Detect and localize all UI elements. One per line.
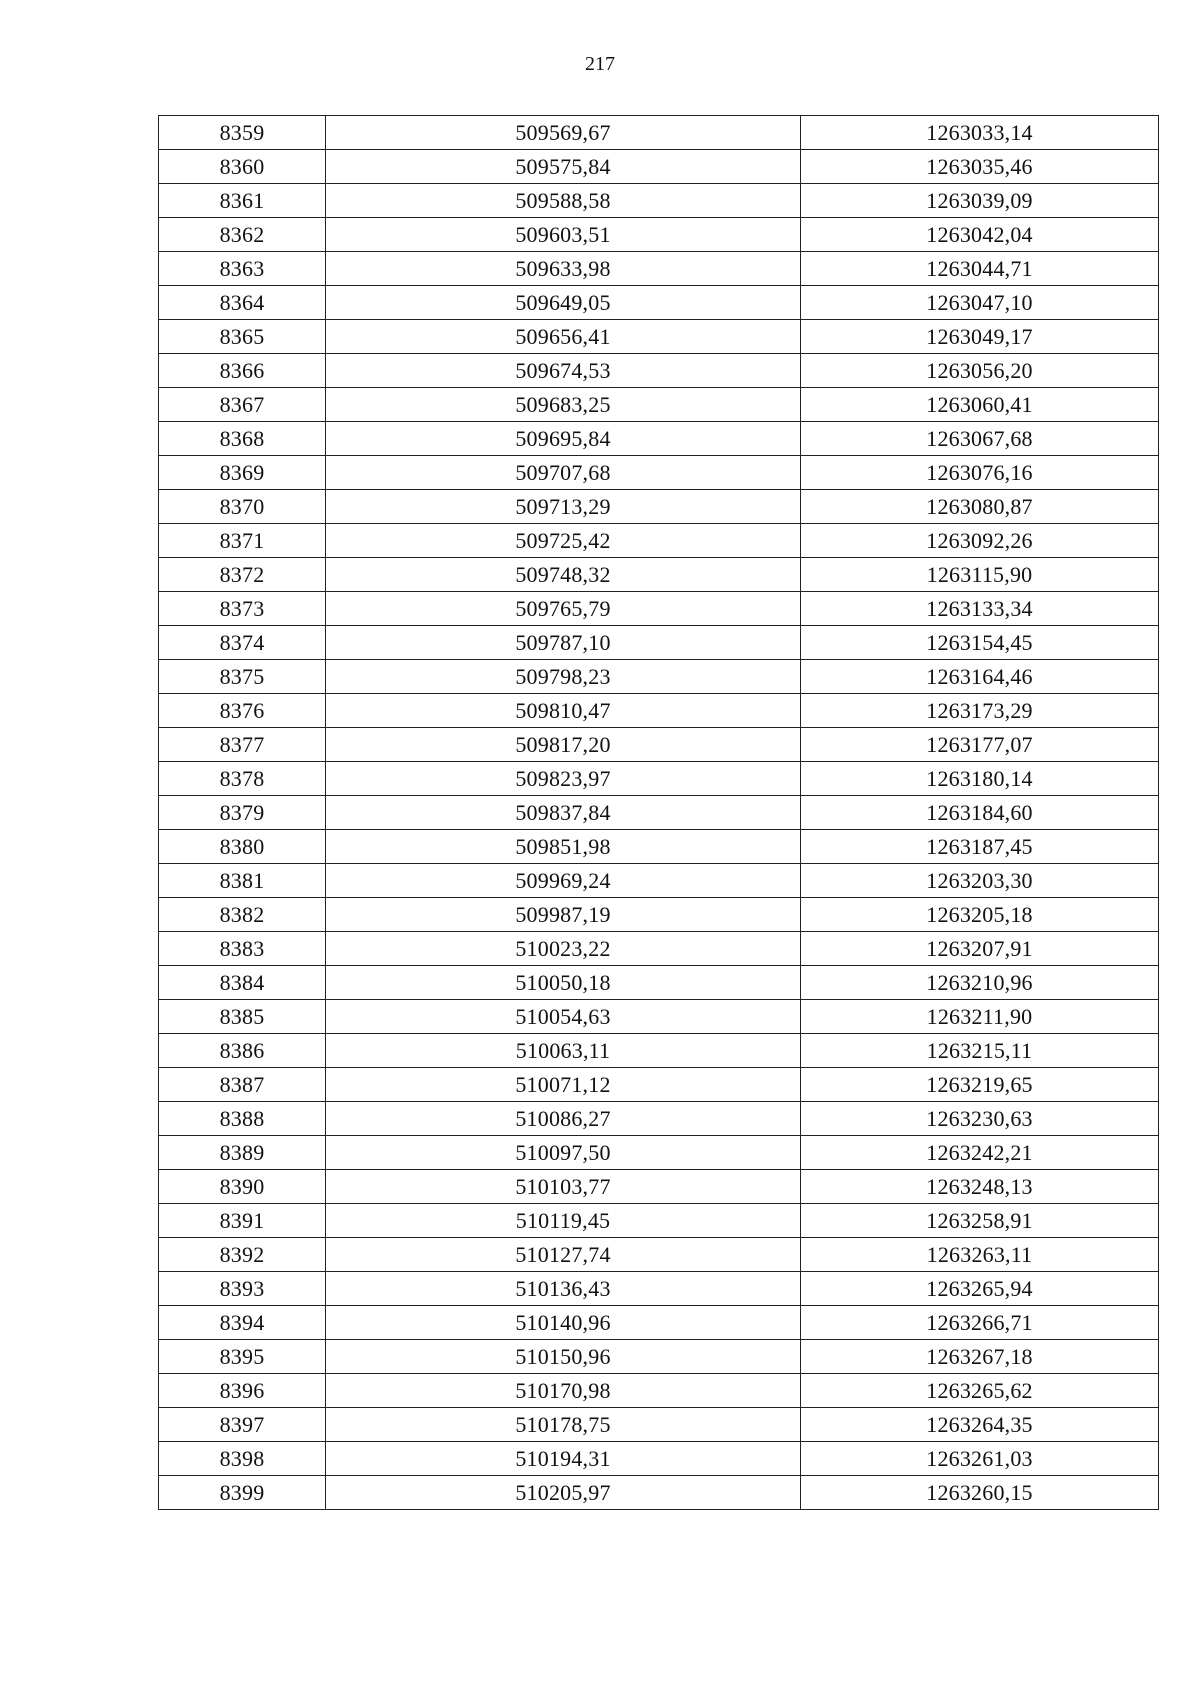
x-coordinate-cell: 509674,53 [326,354,801,388]
y-coordinate-cell: 1263049,17 [801,320,1159,354]
x-coordinate-cell: 509787,10 [326,626,801,660]
table-row [159,422,1159,456]
y-coordinate-cell: 1263215,11 [801,1034,1159,1068]
y-coordinate-cell: 1263258,91 [801,1204,1159,1238]
y-coordinate-cell: 1263210,96 [801,966,1159,1000]
y-coordinate-cell: 1263187,45 [801,830,1159,864]
y-coordinate-cell: 1263076,16 [801,456,1159,490]
point-number-cell: 8375 [159,660,326,694]
point-number-cell: 8382 [159,898,326,932]
y-coordinate-cell: 1263265,94 [801,1272,1159,1306]
x-coordinate-cell: 509683,25 [326,388,801,422]
y-coordinate-cell: 1263205,18 [801,898,1159,932]
y-coordinate-cell: 1263264,35 [801,1408,1159,1442]
table-row [159,694,1159,728]
point-number-cell: 8397 [159,1408,326,1442]
y-coordinate-cell: 1263092,26 [801,524,1159,558]
x-coordinate-cell: 510170,98 [326,1374,801,1408]
table-row [159,524,1159,558]
table-row [159,728,1159,762]
point-number-cell: 8370 [159,490,326,524]
table-row [159,762,1159,796]
table-row [159,966,1159,1000]
y-coordinate-cell: 1263115,90 [801,558,1159,592]
y-coordinate-cell: 1263067,68 [801,422,1159,456]
point-number-cell: 8376 [159,694,326,728]
coordinates-table [158,115,1159,1510]
point-number-cell: 8395 [159,1340,326,1374]
point-number-cell: 8363 [159,252,326,286]
point-number-cell: 8398 [159,1442,326,1476]
y-coordinate-cell: 1263035,46 [801,150,1159,184]
y-coordinate-cell: 1263154,45 [801,626,1159,660]
y-coordinate-cell: 1263173,29 [801,694,1159,728]
y-coordinate-cell: 1263164,46 [801,660,1159,694]
x-coordinate-cell: 510054,63 [326,1000,801,1034]
y-coordinate-cell: 1263180,14 [801,762,1159,796]
point-number-cell: 8391 [159,1204,326,1238]
x-coordinate-cell: 510194,31 [326,1442,801,1476]
x-coordinate-cell: 510050,18 [326,966,801,1000]
table-row [159,1068,1159,1102]
point-number-cell: 8368 [159,422,326,456]
y-coordinate-cell: 1263211,90 [801,1000,1159,1034]
y-coordinate-cell: 1263263,11 [801,1238,1159,1272]
table-row [159,626,1159,660]
x-coordinate-cell: 509649,05 [326,286,801,320]
point-number-cell: 8379 [159,796,326,830]
x-coordinate-cell: 510097,50 [326,1136,801,1170]
y-coordinate-cell: 1263265,62 [801,1374,1159,1408]
table-row [159,252,1159,286]
y-coordinate-cell: 1263033,14 [801,116,1159,150]
table-row [159,898,1159,932]
table-row [159,320,1159,354]
y-coordinate-cell: 1263080,87 [801,490,1159,524]
point-number-cell: 8378 [159,762,326,796]
coordinates-table-body [159,116,1159,1510]
x-coordinate-cell: 509633,98 [326,252,801,286]
point-number-cell: 8371 [159,524,326,558]
x-coordinate-cell: 510071,12 [326,1068,801,1102]
x-coordinate-cell: 510103,77 [326,1170,801,1204]
point-number-cell: 8372 [159,558,326,592]
y-coordinate-cell: 1263060,41 [801,388,1159,422]
point-number-cell: 8396 [159,1374,326,1408]
point-number-cell: 8385 [159,1000,326,1034]
x-coordinate-cell: 509765,79 [326,592,801,626]
point-number-cell: 8389 [159,1136,326,1170]
point-number-cell: 8369 [159,456,326,490]
table-row [159,1442,1159,1476]
table-row [159,932,1159,966]
point-number-cell: 8366 [159,354,326,388]
y-coordinate-cell: 1263207,91 [801,932,1159,966]
point-number-cell: 8374 [159,626,326,660]
point-number-cell: 8367 [159,388,326,422]
table-row [159,490,1159,524]
table-row [159,218,1159,252]
table-row [159,592,1159,626]
table-row [159,116,1159,150]
x-coordinate-cell: 509656,41 [326,320,801,354]
x-coordinate-cell: 510119,45 [326,1204,801,1238]
y-coordinate-cell: 1263266,71 [801,1306,1159,1340]
point-number-cell: 8364 [159,286,326,320]
x-coordinate-cell: 509707,68 [326,456,801,490]
point-number-cell: 8394 [159,1306,326,1340]
y-coordinate-cell: 1263260,15 [801,1476,1159,1510]
table-row [159,864,1159,898]
x-coordinate-cell: 510063,11 [326,1034,801,1068]
point-number-cell: 8393 [159,1272,326,1306]
x-coordinate-cell: 509575,84 [326,150,801,184]
table-row [159,184,1159,218]
point-number-cell: 8362 [159,218,326,252]
table-row [159,796,1159,830]
point-number-cell: 8384 [159,966,326,1000]
x-coordinate-cell: 509851,98 [326,830,801,864]
point-number-cell: 8365 [159,320,326,354]
table-row [159,456,1159,490]
table-row [159,354,1159,388]
point-number-cell: 8361 [159,184,326,218]
table-row [159,558,1159,592]
y-coordinate-cell: 1263044,71 [801,252,1159,286]
table-row [159,1272,1159,1306]
table-row [159,1034,1159,1068]
y-coordinate-cell: 1263042,04 [801,218,1159,252]
x-coordinate-cell: 509713,29 [326,490,801,524]
table-row [159,1000,1159,1034]
point-number-cell: 8383 [159,932,326,966]
y-coordinate-cell: 1263219,65 [801,1068,1159,1102]
table-row [159,1408,1159,1442]
point-number-cell: 8373 [159,592,326,626]
x-coordinate-cell: 509810,47 [326,694,801,728]
y-coordinate-cell: 1263184,60 [801,796,1159,830]
x-coordinate-cell: 509603,51 [326,218,801,252]
y-coordinate-cell: 1263039,09 [801,184,1159,218]
y-coordinate-cell: 1263047,10 [801,286,1159,320]
y-coordinate-cell: 1263133,34 [801,592,1159,626]
x-coordinate-cell: 510178,75 [326,1408,801,1442]
page-number: 217 [585,53,615,75]
point-number-cell: 8381 [159,864,326,898]
point-number-cell: 8377 [159,728,326,762]
table-row [159,1136,1159,1170]
y-coordinate-cell: 1263267,18 [801,1340,1159,1374]
x-coordinate-cell: 509748,32 [326,558,801,592]
point-number-cell: 8388 [159,1102,326,1136]
x-coordinate-cell: 509798,23 [326,660,801,694]
table-row [159,1102,1159,1136]
point-number-cell: 8399 [159,1476,326,1510]
table-row [159,1170,1159,1204]
y-coordinate-cell: 1263177,07 [801,728,1159,762]
x-coordinate-cell: 509588,58 [326,184,801,218]
y-coordinate-cell: 1263230,63 [801,1102,1159,1136]
table-row [159,1374,1159,1408]
x-coordinate-cell: 509823,97 [326,762,801,796]
point-number-cell: 8392 [159,1238,326,1272]
y-coordinate-cell: 1263203,30 [801,864,1159,898]
point-number-cell: 8359 [159,116,326,150]
table-row [159,830,1159,864]
point-number-cell: 8386 [159,1034,326,1068]
x-coordinate-cell: 509969,24 [326,864,801,898]
table-row [159,388,1159,422]
y-coordinate-cell: 1263261,03 [801,1442,1159,1476]
point-number-cell: 8380 [159,830,326,864]
x-coordinate-cell: 510127,74 [326,1238,801,1272]
y-coordinate-cell: 1263242,21 [801,1136,1159,1170]
x-coordinate-cell: 509725,42 [326,524,801,558]
table-row [159,1476,1159,1510]
x-coordinate-cell: 509695,84 [326,422,801,456]
point-number-cell: 8360 [159,150,326,184]
x-coordinate-cell: 510136,43 [326,1272,801,1306]
y-coordinate-cell: 1263056,20 [801,354,1159,388]
table-row [159,1340,1159,1374]
x-coordinate-cell: 510205,97 [326,1476,801,1510]
point-number-cell: 8387 [159,1068,326,1102]
x-coordinate-cell: 510086,27 [326,1102,801,1136]
table-row [159,1306,1159,1340]
x-coordinate-cell: 509987,19 [326,898,801,932]
point-number-cell: 8390 [159,1170,326,1204]
x-coordinate-cell: 509817,20 [326,728,801,762]
x-coordinate-cell: 509569,67 [326,116,801,150]
table-row [159,660,1159,694]
table-row [159,1238,1159,1272]
x-coordinate-cell: 510023,22 [326,932,801,966]
x-coordinate-cell: 510140,96 [326,1306,801,1340]
y-coordinate-cell: 1263248,13 [801,1170,1159,1204]
x-coordinate-cell: 509837,84 [326,796,801,830]
table-row [159,150,1159,184]
table-row [159,1204,1159,1238]
x-coordinate-cell: 510150,96 [326,1340,801,1374]
table-row [159,286,1159,320]
